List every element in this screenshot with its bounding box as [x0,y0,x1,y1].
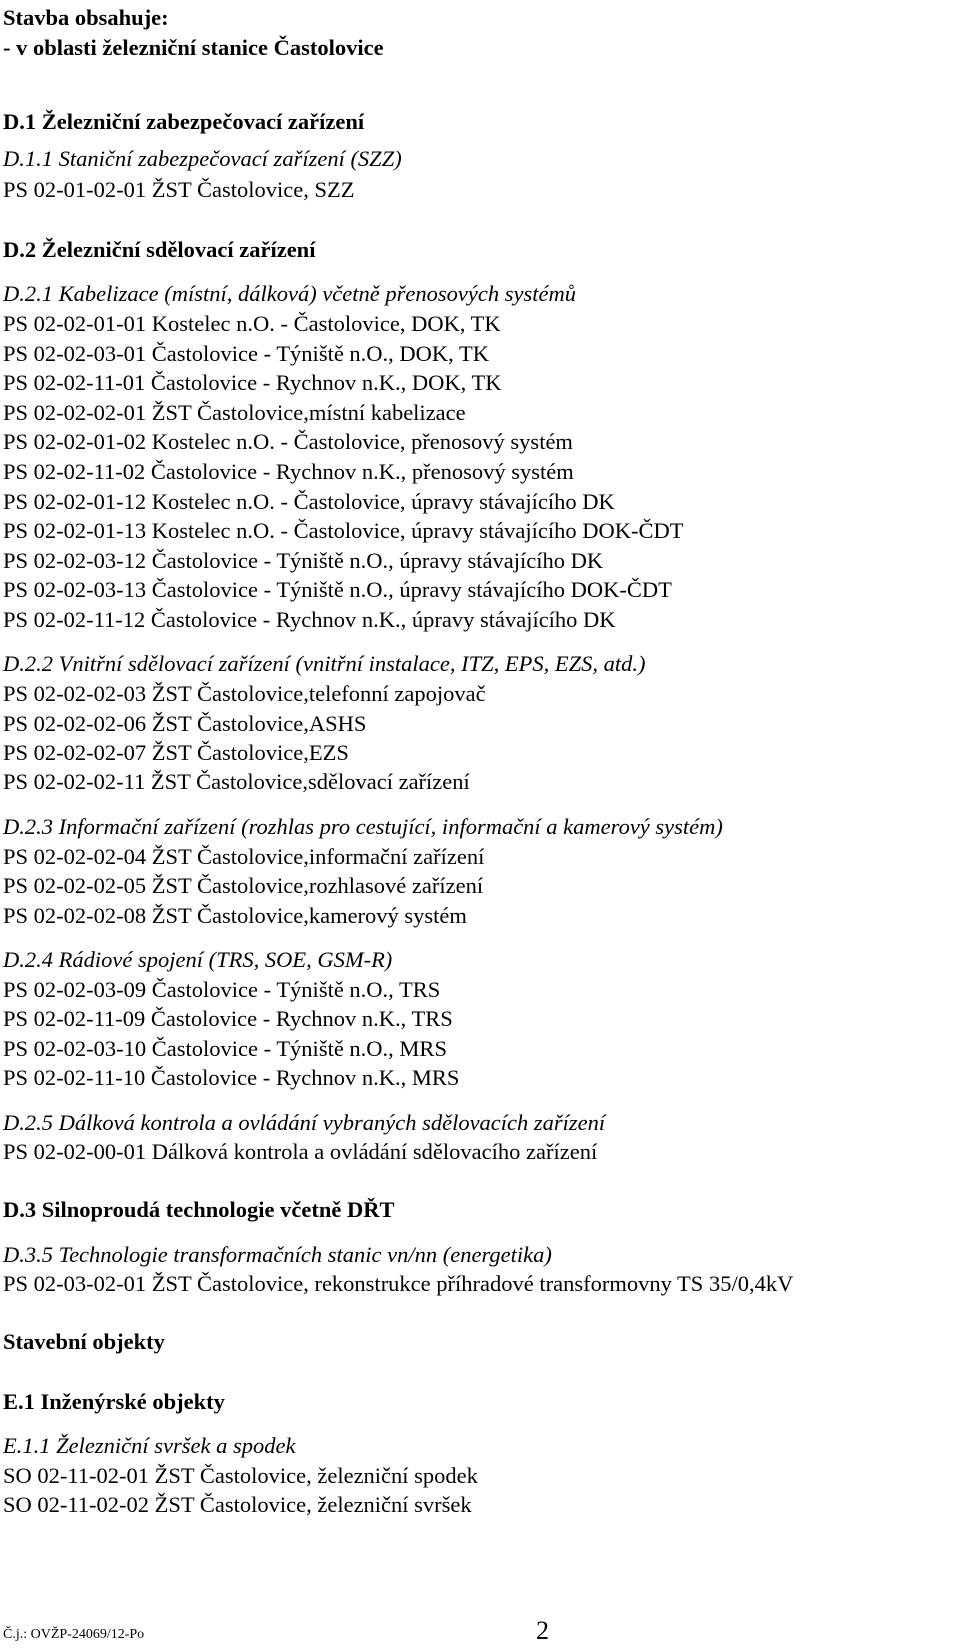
list-item: PS 02-02-01-02 Kostelec n.O. - Častolovice, přenosový systém [3,429,573,454]
list-item: SO 02-11-02-02 ŽST Častolovice, železniční svršek [3,1492,472,1517]
list-item: PS 02-02-02-11 ŽST Častolovice,sdělovací zařízení [3,769,470,794]
list-item: PS 02-02-02-03 ŽST Častolovice,telefonní zapojovač [3,681,486,706]
list-item: PS 02-02-11-12 Častolovice - Rychnov n.K., úpravy stávajícího DK [3,607,616,632]
list-item: PS 02-02-02-01 ŽST Častolovice,místní kabelizace [3,400,466,425]
list-item: PS 02-02-02-06 ŽST Častolovice,ASHS [3,711,367,736]
heading-stavebni-objekty: Stavební objekty [3,1329,165,1354]
list-item: PS 02-02-03-10 Častolovice - Týniště n.O., MRS [3,1036,447,1061]
subsection-heading-d2-4: D.2.4 Rádiové spojení (TRS, SOE, GSM-R) [3,947,393,972]
subsection-heading-e1-1: E.1.1 Železniční svršek a spodek [3,1433,296,1458]
subsection-heading-d2-3: D.2.3 Informační zařízení (rozhlas pro cestující, informační a kamerový systém) [3,814,723,839]
subsection-heading-d2-2: D.2.2 Vnitřní sdělovací zařízení (vnitřní instalace, ITZ, EPS, EZS, atd.) [3,651,646,676]
list-item: PS 02-02-01-13 Kostelec n.O. - Častolovice, úpravy stávajícího DOK-ČDT [3,518,684,543]
heading-location: - v oblasti železniční stanice Častolovice [3,35,384,60]
heading-stavba-obsahuje: Stavba obsahuje: [3,5,169,30]
list-item: PS 02-02-02-04 ŽST Častolovice,informační zařízení [3,844,485,869]
subsection-heading-d3-5: D.3.5 Technologie transformačních stanic vn/nn (energetika) [3,1242,552,1267]
list-item: SO 02-11-02-01 ŽST Častolovice, železniční spodek [3,1463,478,1488]
list-item: PS 02-02-11-10 Častolovice - Rychnov n.K., MRS [3,1065,460,1090]
list-item: PS 02-01-02-01 ŽST Častolovice, SZZ [3,177,355,202]
list-item: PS 02-02-11-09 Častolovice - Rychnov n.K., TRS [3,1006,453,1031]
list-item: PS 02-02-03-01 Častolovice - Týniště n.O., DOK, TK [3,341,490,366]
list-item: PS 02-02-01-01 Kostelec n.O. - Častolovice, DOK, TK [3,311,501,336]
list-item: PS 02-02-03-13 Častolovice - Týniště n.O., úpravy stávajícího DOK-ČDT [3,577,672,602]
section-heading-d1: D.1 Železniční zabezpečovací zařízení [3,109,365,134]
list-item: PS 02-03-02-01 ŽST Častolovice, rekonstrukce příhradové transformovny TS 35/0,4kV [3,1271,794,1296]
list-item: PS 02-02-02-07 ŽST Častolovice,EZS [3,740,349,765]
list-item: PS 02-02-03-09 Častolovice - Týniště n.O., TRS [3,977,441,1002]
section-heading-d2: D.2 Železniční sdělovací zařízení [3,237,316,262]
subsection-heading-d2-5: D.2.5 Dálková kontrola a ovládání vybraných sdělovacích zařízení [3,1110,606,1135]
list-item: PS 02-02-02-05 ŽST Častolovice,rozhlasové zařízení [3,873,484,898]
subsection-heading-d1-1: D.1.1 Staniční zabezpečovací zařízení (SZZ) [3,146,402,171]
document-reference-number: Č.j.: OVŽP-24069/12-Po [3,1627,145,1642]
list-item: PS 02-02-00-01 Dálková kontrola a ovládání sdělovacího zařízení [3,1139,598,1164]
page-number: 2 [536,1616,549,1645]
list-item: PS 02-02-01-12 Kostelec n.O. - Častolovice, úpravy stávajícího DK [3,489,615,514]
section-heading-e1: E.1 Inženýrské objekty [3,1389,225,1414]
list-item: PS 02-02-03-12 Častolovice - Týniště n.O., úpravy stávajícího DK [3,548,604,573]
subsection-heading-d2-1: D.2.1 Kabelizace (místní, dálková) včetně přenosových systémů [3,281,576,306]
list-item: PS 02-02-11-01 Častolovice - Rychnov n.K., DOK, TK [3,370,502,395]
section-heading-d3: D.3 Silnoproudá technologie včetně DŘT [3,1197,395,1222]
list-item: PS 02-02-02-08 ŽST Častolovice,kamerový systém [3,903,467,928]
list-item: PS 02-02-11-02 Častolovice - Rychnov n.K., přenosový systém [3,459,574,484]
